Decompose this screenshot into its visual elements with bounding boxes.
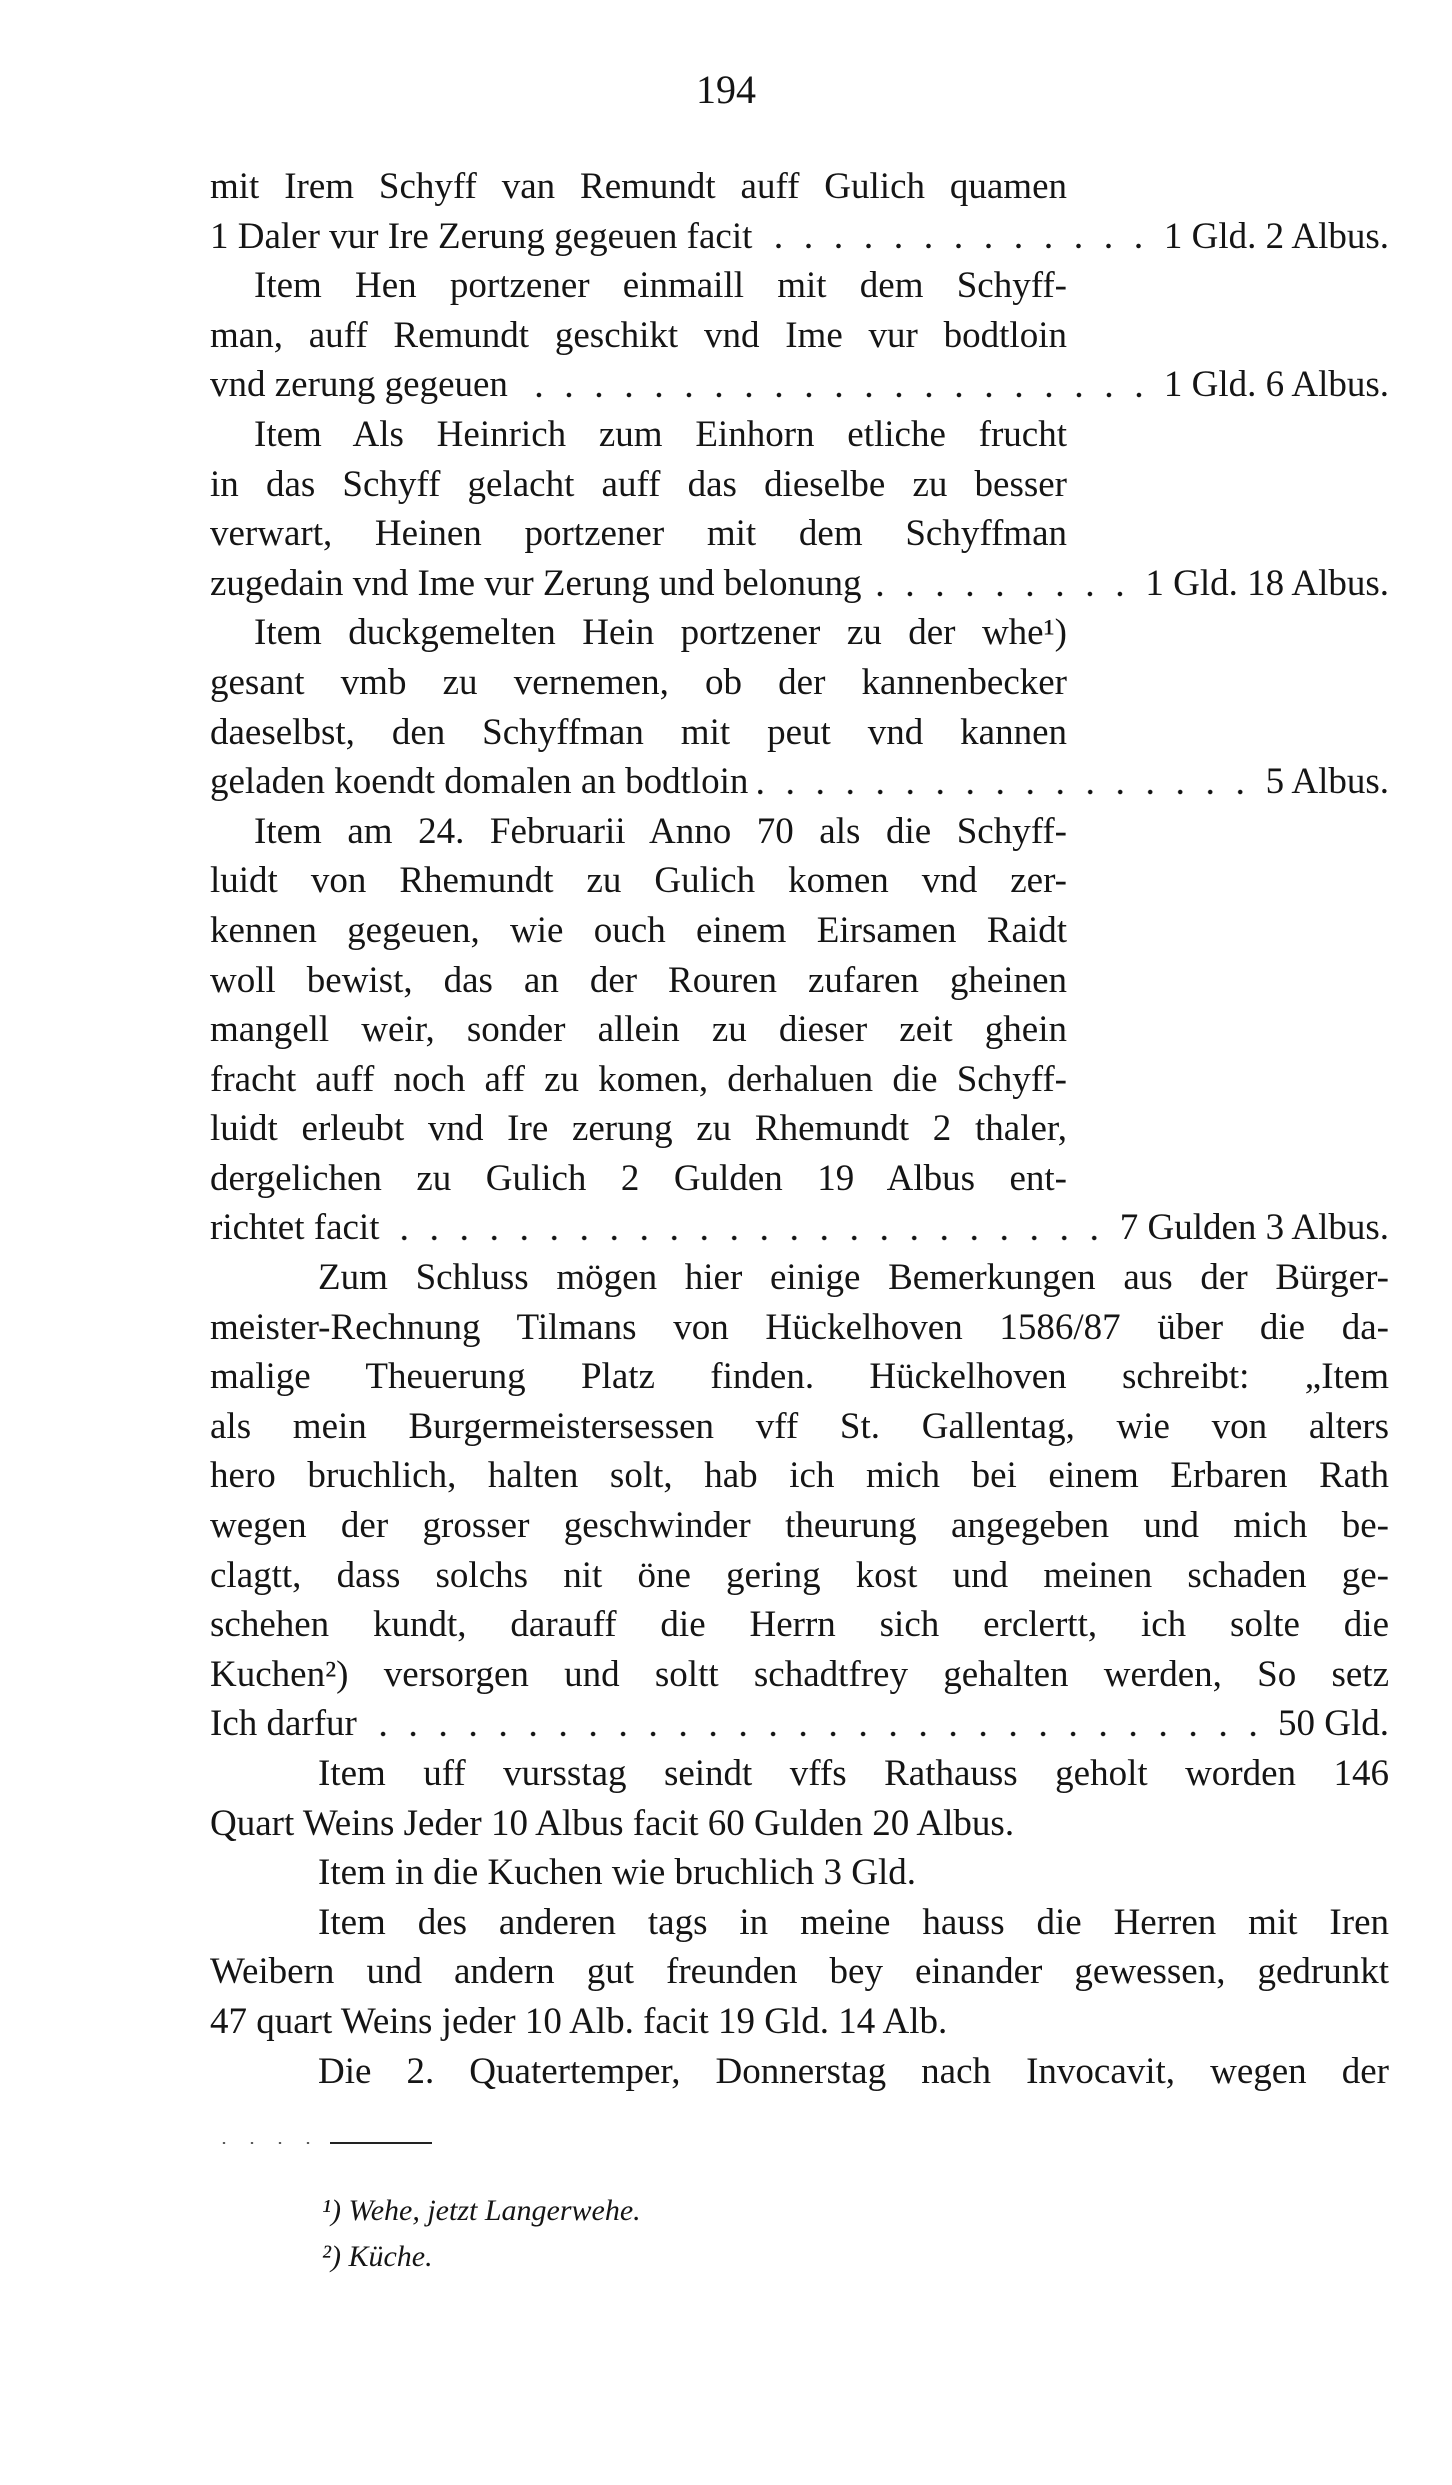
line-text: luidt erleubt vnd Ire zerung zu Rhemundt 2 thaler,: [210, 1108, 1067, 1150]
line-text: daeselbst, den Schyffman mit peut vnd kannen: [210, 711, 1067, 753]
line-text: vnd zerung gegeuen: [210, 364, 508, 406]
text-line: [210, 1005, 1389, 1055]
line-text: schehen kundt, darauff die Herrn sich erclertt, ich solte die: [210, 1604, 1389, 1646]
text-line: [210, 1154, 1389, 1204]
ledger-line: [210, 559, 1389, 609]
dot-leader: [518, 391, 1154, 399]
text-line: [210, 1253, 1389, 1303]
line-text: hero bruchlich, halten solt, hab ich mich bei einem Erbaren Rath: [210, 1455, 1389, 1497]
line-text: geladen koendt domalen an bodtloin: [210, 761, 749, 803]
page-number: 194: [696, 67, 756, 112]
text-line: [210, 1402, 1389, 1452]
line-text: meister-Rechnung Tilmans von Hückelhoven 1586/87 über die da-: [210, 1306, 1389, 1348]
ledger-line: [210, 757, 1389, 807]
line-text: in das Schyff gelacht auff das dieselbe zu besser: [210, 463, 1067, 505]
text-line: [210, 1501, 1389, 1551]
line-text: dergelichen zu Gulich 2 Gulden 19 Albus ent-: [210, 1157, 1067, 1199]
line-text: mit Irem Schyff van Remundt auff Gulich quamen: [210, 166, 1067, 207]
text-line: [210, 658, 1389, 708]
text-line: [210, 608, 1389, 658]
footnote-2: ²) Küche.: [322, 2240, 433, 2273]
text-line: [210, 1848, 1389, 1898]
line-text: woll bewist, das an der Rouren zufaren gheinen: [210, 959, 1067, 1001]
text-line: [210, 1997, 1389, 2047]
line-text: Item uff vursstag seindt vffs Rathauss geholt worden 146: [318, 1753, 1389, 1794]
amount: 7 Gulden 3 Albus.: [1119, 1207, 1389, 1249]
line-text: Item in die Kuchen wie bruchlich 3 Gld.: [318, 1852, 916, 1894]
text-line: [210, 1600, 1389, 1650]
ledger-line: [210, 1699, 1389, 1749]
text-line: [210, 807, 1389, 857]
text-line: [210, 906, 1389, 956]
line-text: Quart Weins Jeder 10 Albus facit 60 Gulden 20 Albus.: [210, 1802, 1015, 1844]
line-text: kennen gegeuen, wie ouch einem Eirsamen Raidt: [210, 909, 1067, 951]
dot-leader: [871, 590, 1135, 598]
text-line: [210, 2047, 1389, 2097]
amount: 1 Gld. 18 Albus.: [1145, 562, 1389, 604]
line-text: Item Hen portzener einmaill mit dem Schyff-: [254, 265, 1067, 307]
line-text: Zum Schluss mögen hier einige Bemerkungen aus der Bürger-: [318, 1257, 1389, 1299]
dot-leader: [758, 788, 1255, 796]
line-text: gesant vmb zu vernemen, ob der kannenbecker: [210, 661, 1067, 703]
line-text: Item des anderen tags in meine hauss die Herren mit Iren: [318, 1901, 1389, 1943]
line-text: richtet facit: [210, 1207, 380, 1249]
line-text: man, auff Remundt geschikt vnd Ime vur bodtloin: [210, 314, 1067, 356]
line-text: mangell weir, sonder allein zu dieser zeit ghein: [210, 1009, 1067, 1051]
line-text: Die 2. Quatertemper, Donnerstag nach Invocavit, wegen der: [318, 2050, 1389, 2092]
text-line: [210, 956, 1389, 1006]
line-text: 47 quart Weins jeder 10 Alb. facit 19 Gld. 14 Alb.: [210, 2000, 948, 2042]
text-line: [210, 460, 1389, 510]
amount: 5 Albus.: [1265, 761, 1389, 803]
line-text: 1 Daler vur Ire Zerung gegeuen facit: [210, 215, 753, 257]
text-line: [210, 261, 1389, 311]
text-line: [210, 509, 1389, 559]
line-text: Weibern und andern gut freunden bey einander gewessen, gedrunkt: [210, 1951, 1389, 1993]
dot-leader: [389, 1234, 1109, 1242]
line-text: Item Als Heinrich zum Einhorn etliche frucht: [254, 413, 1067, 455]
line-text: verwart, Heinen portzener mit dem Schyffman: [210, 513, 1067, 555]
line-text: als mein Burgermeistersessen vff St. Gallentag, wie von alters: [210, 1405, 1389, 1447]
line-text: zugedain vnd Ime vur Zerung und belonung: [210, 562, 862, 604]
ledger-line: [210, 212, 1389, 262]
footnote-rule-dots: [210, 2142, 325, 2144]
body-text: [210, 162, 1389, 2096]
dot-leader: [367, 1730, 1268, 1738]
ledger-line: [210, 360, 1389, 410]
footnote-rule: [330, 2142, 432, 2144]
line-text: clagtt, dass solchs nit öne gering kost und meinen schaden ge-: [210, 1554, 1389, 1596]
text-line: [210, 1055, 1389, 1105]
text-line: [210, 1352, 1389, 1402]
text-line: [210, 1799, 1389, 1849]
text-line: [210, 1749, 1389, 1799]
text-line: [210, 1451, 1389, 1501]
line-text: malige Theuerung Platz finden. Hückelhoven schreibt: „Item: [210, 1356, 1389, 1398]
text-line: [210, 1947, 1389, 1997]
text-line: [210, 162, 1389, 212]
amount: 1 Gld. 6 Albus.: [1163, 364, 1389, 406]
ledger-line: [210, 1203, 1389, 1253]
line-text: Item duckgemelten Hein portzener zu der whe¹): [254, 612, 1067, 654]
line-text: Item am 24. Februarii Anno 70 als die Schyff-: [254, 810, 1067, 852]
text-line: [210, 1104, 1389, 1154]
line-text: Kuchen²) versorgen und soltt schadtfrey gehalten werden, So setz: [210, 1653, 1389, 1695]
text-line: [210, 1650, 1389, 1700]
text-line: [210, 708, 1389, 758]
text-line: [210, 1551, 1389, 1601]
line-text: wegen der grosser geschwinder theurung angegeben und mich be-: [210, 1505, 1389, 1547]
text-line: [210, 311, 1389, 361]
text-line: [210, 856, 1389, 906]
text-line: [210, 1303, 1389, 1353]
line-text: fracht auff noch aff zu komen, derhaluen die Schyff-: [210, 1058, 1067, 1100]
text-line: [210, 410, 1389, 460]
footnote-1: ¹) Wehe, jetzt Langerwehe.: [322, 2194, 641, 2227]
line-text: Ich darfur: [210, 1703, 357, 1745]
line-text: luidt von Rhemundt zu Gulich komen vnd zer-: [210, 860, 1067, 902]
amount: 1 Gld. 2 Albus.: [1163, 215, 1389, 257]
text-line: [210, 1898, 1389, 1948]
dot-leader: [762, 242, 1154, 250]
amount: 50 Gld.: [1278, 1703, 1389, 1745]
